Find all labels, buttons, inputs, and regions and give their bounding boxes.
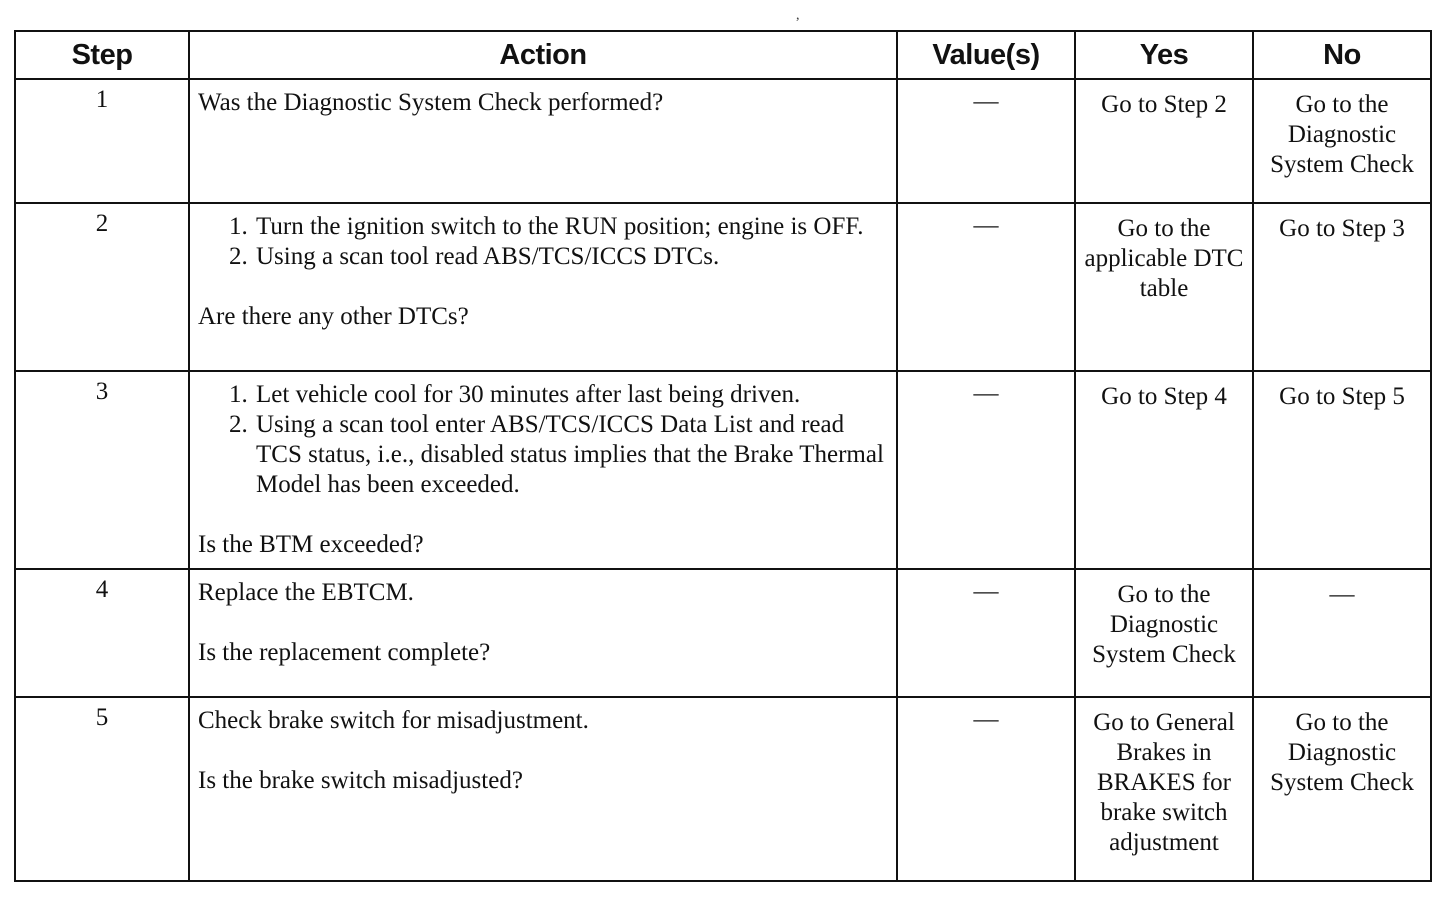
- step-number: 1: [15, 79, 189, 203]
- action-text: Replace the EBTCM.: [198, 579, 414, 606]
- action-cell: [189, 79, 897, 203]
- no-cell: Go to the Diagnostic System Check: [1253, 79, 1431, 203]
- action-step: 2. Using a scan tool read ABS/TCS/ICCS DTCs.: [254, 242, 890, 272]
- table-row: [15, 569, 1431, 697]
- action-cell: [189, 371, 897, 569]
- value-cell: —: [897, 203, 1075, 371]
- yes-cell: Go to Step 4: [1075, 371, 1253, 569]
- step-number: 4: [15, 569, 189, 697]
- yes-cell: Go to Step 2: [1075, 79, 1253, 203]
- action-text: Check brake switch for misadjustment.: [198, 707, 589, 734]
- table-row: [15, 79, 1431, 203]
- step-number: 2: [15, 203, 189, 371]
- header-action: Action: [189, 31, 897, 79]
- diagnostic-table: [14, 30, 1432, 882]
- value-cell: —: [897, 79, 1075, 203]
- action-step-list: [198, 212, 890, 272]
- action-cell: [189, 569, 897, 697]
- value-cell: —: [897, 569, 1075, 697]
- stray-mark: ,: [796, 8, 800, 23]
- no-cell: Go to Step 5: [1253, 371, 1431, 569]
- action-step: 1. Turn the ignition switch to the RUN position; engine is OFF.: [254, 212, 890, 242]
- action-question: Is the brake switch misadjusted?: [198, 767, 523, 794]
- action-cell: [189, 203, 897, 371]
- no-cell: Go to Step 3: [1253, 203, 1431, 371]
- yes-cell: Go to the Diagnostic System Check: [1075, 569, 1253, 697]
- header-yes: Yes: [1075, 31, 1253, 79]
- header-step: Step: [15, 31, 189, 79]
- action-step: 2. Using a scan tool enter ABS/TCS/ICCS Data List and read TCS status, i.e., disabled status implies that the Brake Thermal Model has been exceeded.: [254, 410, 890, 500]
- yes-cell: Go to General Brakes in BRAKES for brake switch adjustment: [1075, 697, 1253, 881]
- table-row: [15, 203, 1431, 371]
- action-text: Was the Diagnostic System Check performed?: [198, 89, 664, 116]
- step-number: 5: [15, 697, 189, 881]
- action-question: Are there any other DTCs?: [198, 303, 469, 330]
- table-row: [15, 371, 1431, 569]
- table-row: [15, 697, 1431, 881]
- action-cell: [189, 697, 897, 881]
- action-question: Is the replacement complete?: [198, 639, 491, 666]
- no-cell: —: [1253, 569, 1431, 697]
- value-cell: —: [897, 697, 1075, 881]
- table-header-row: [15, 31, 1431, 79]
- step-number: 3: [15, 371, 189, 569]
- header-values: Value(s): [897, 31, 1075, 79]
- yes-cell: Go to the applicable DTC table: [1075, 203, 1253, 371]
- value-cell: —: [897, 371, 1075, 569]
- header-no: No: [1253, 31, 1431, 79]
- no-cell: Go to the Diagnostic System Check: [1253, 697, 1431, 881]
- action-question: Is the BTM exceeded?: [198, 531, 424, 558]
- action-step-list: [198, 380, 890, 500]
- action-step: 1. Let vehicle cool for 30 minutes after last being driven.: [254, 380, 890, 410]
